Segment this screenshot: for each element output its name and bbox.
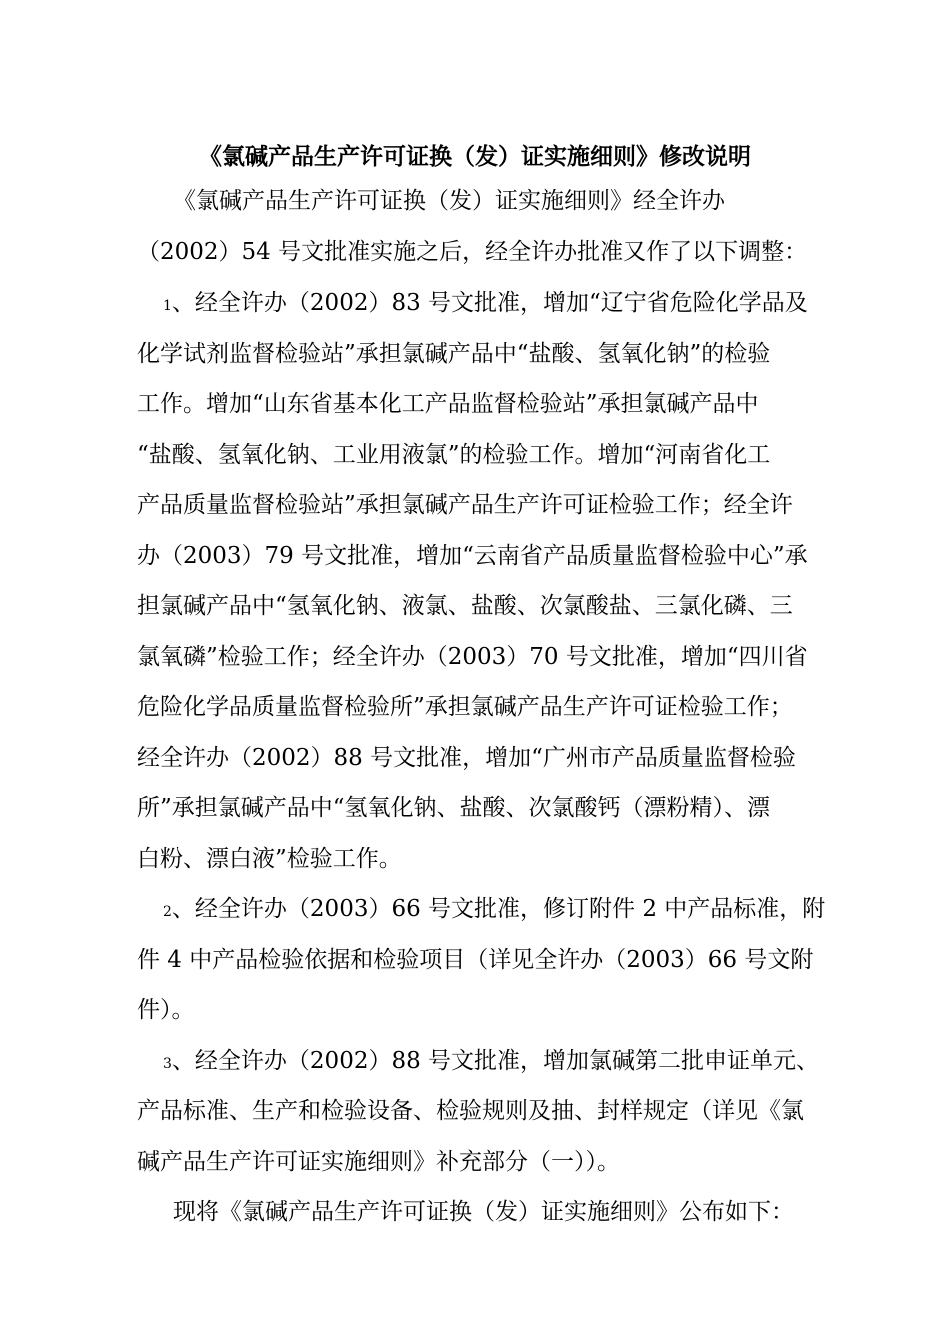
item1-line-12: 白粉、漂白液”检验工作。 bbox=[137, 846, 402, 872]
item1-line-2: 化学试剂监督检验站”承担氯碱产品中“盐酸、氢氧化钠”的检验 bbox=[137, 341, 771, 367]
document-title: 《氯碱产品生产许可证换（发）证实施细则》修改说明 bbox=[199, 143, 751, 170]
item1-line-9: 危险化学品质量监督检验所”承担氯碱产品生产许可证检验工作； bbox=[137, 694, 793, 720]
item3-line-1 bbox=[163, 1046, 819, 1079]
item3-line-3: 碱产品生产许可证实施细则》补充部分（一））。 bbox=[137, 1149, 620, 1175]
item1-text-1: 、经全许办（2002）83 号文批准，增加“辽宁省危险化学品及 bbox=[171, 290, 808, 316]
item2-line-1 bbox=[163, 894, 825, 927]
item1-line-4: “盐酸、氢氧化钠、工业用液氯”的检验工作。增加“河南省化工 bbox=[137, 442, 771, 468]
intro-line-1: 《氯碱产品生产许可证换（发）证实施细则》经全许办 bbox=[173, 188, 725, 214]
item3-line-2: 产品标准、生产和检验设备、检验规则及抽、封样规定（详见《氯 bbox=[137, 1098, 804, 1124]
item1-number: 1 bbox=[163, 298, 172, 314]
item2-number: 2 bbox=[163, 904, 172, 920]
item1-line-8: 氯氧磷”检验工作；经全许办（2003）70 号文批准，增加“四川省 bbox=[137, 644, 808, 670]
item2-text-1: 、经全许办（2003）66 号文批准，修订附件 2 中产品标准，附 bbox=[171, 896, 826, 922]
item1-line-7: 担氯碱产品中“氢氧化钠、液氯、盐酸、次氯酸盐、三氯化磷、三 bbox=[137, 593, 793, 619]
item1-line-11: 所”承担氯碱产品中“氢氧化钠、盐酸、次氯酸钙（漂粉精）、漂 bbox=[137, 795, 771, 821]
item3-text-1: 、经全许办（2002）88 号文批准，增加氯碱第二批申证单元、 bbox=[171, 1048, 820, 1074]
item2-line-2: 件 4 中产品检验依据和检验项目（详见全许办（2003）66 号文附 bbox=[137, 947, 814, 973]
item1-line-6: 办（2003）79 号文批准，增加“云南省产品质量监督检验中心”承 bbox=[137, 543, 808, 569]
intro-line-2: （2002）54 号文批准实施之后，经全许办批准又作了以下调整： bbox=[137, 239, 808, 265]
item2-line-3: 件）。 bbox=[137, 997, 195, 1023]
item3-number: 3 bbox=[163, 1056, 172, 1072]
item1-line-10: 经全许办（2002）88 号文批准，增加“广州市产品质量监督检验 bbox=[137, 745, 796, 771]
item1-line-1 bbox=[163, 288, 808, 321]
item1-line-3: 工作。增加“山东省基本化工产品监督检验站”承担氯碱产品中 bbox=[137, 391, 759, 417]
closing-line: 现将《氯碱产品生产许可证换（发）证实施细则》公布如下： bbox=[173, 1199, 794, 1225]
item1-line-5: 产品质量监督检验站”承担氯碱产品生产许可证检验工作；经全许 bbox=[137, 492, 793, 518]
